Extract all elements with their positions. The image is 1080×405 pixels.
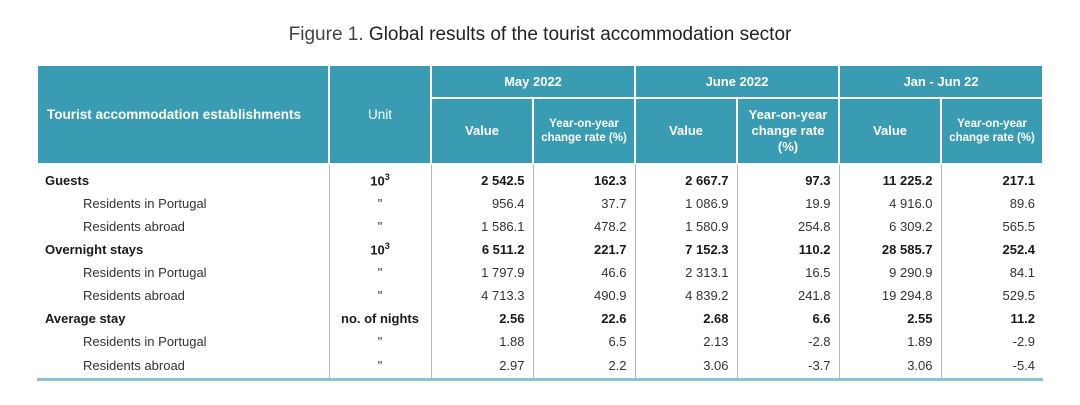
value-cell: 11 225.2	[839, 164, 941, 192]
rate-cell: 162.3	[533, 164, 635, 192]
rate-cell: 241.8	[737, 284, 839, 307]
value-cell: 1 586.1	[431, 215, 533, 238]
table-row	[37, 330, 1043, 353]
header-row-periods	[37, 65, 1043, 98]
rate-cell: 6.5	[533, 330, 635, 353]
rate-cell: 89.6	[941, 192, 1043, 215]
results-table	[36, 64, 1044, 381]
rate-cell: 37.7	[533, 192, 635, 215]
rate-header: Year-on-year change rate (%)	[737, 98, 839, 164]
figure-title-text: Global results of the tourist accommodation sector	[368, 24, 792, 45]
value-cell: 1 580.9	[635, 215, 737, 238]
period-header-may: May 2022	[431, 65, 635, 98]
rate-cell: 19.9	[737, 192, 839, 215]
row-unit	[329, 164, 431, 192]
unit-exponent: 3	[384, 241, 390, 252]
unit-exponent: 3	[384, 172, 390, 183]
table-row	[37, 284, 1043, 307]
unit-base: 10	[370, 173, 385, 189]
rate-cell: -3.7	[737, 353, 839, 380]
value-cell: 4 713.3	[431, 284, 533, 307]
rate-cell: 217.1	[941, 164, 1043, 192]
value-cell: 19 294.8	[839, 284, 941, 307]
rate-cell: 110.2	[737, 238, 839, 261]
rate-cell: 46.6	[533, 261, 635, 284]
value-cell: 6 309.2	[839, 215, 941, 238]
value-header: Value	[839, 98, 941, 164]
rate-cell: 11.2	[941, 307, 1043, 330]
row-unit: "	[329, 330, 431, 353]
row-label: Residents in Portugal	[83, 334, 207, 349]
value-cell: 2.68	[635, 307, 737, 330]
row-label: Residents abroad	[83, 219, 185, 234]
value-cell: 4 839.2	[635, 284, 737, 307]
rate-cell: 2.2	[533, 353, 635, 380]
unit-header: Unit	[329, 65, 431, 164]
value-cell: 9 290.9	[839, 261, 941, 284]
rate-cell: 84.1	[941, 261, 1043, 284]
row-label: Residents in Portugal	[83, 265, 207, 280]
row-unit: "	[329, 192, 431, 215]
value-cell: 6 511.2	[431, 238, 533, 261]
rate-cell: 478.2	[533, 215, 635, 238]
rate-header: Year-on-year change rate (%)	[941, 98, 1043, 164]
rate-cell: -2.9	[941, 330, 1043, 353]
unit-base: 10	[370, 242, 385, 258]
table-body	[37, 164, 1043, 380]
value-cell: 28 585.7	[839, 238, 941, 261]
corner-header: Tourist accommodation establishments	[37, 65, 329, 164]
row-unit: "	[329, 284, 431, 307]
rate-header: Year-on-year change rate (%)	[533, 98, 635, 164]
rate-cell: -2.8	[737, 330, 839, 353]
row-unit: "	[329, 261, 431, 284]
value-cell: 3.06	[839, 353, 941, 380]
value-cell: 2.97	[431, 353, 533, 380]
rate-cell: 16.5	[737, 261, 839, 284]
row-label: Guests	[45, 173, 90, 188]
value-cell: 1.89	[839, 330, 941, 353]
table-row	[37, 307, 1043, 330]
row-label: Overnight stays	[45, 242, 144, 257]
value-cell: 2.56	[431, 307, 533, 330]
table-row	[37, 238, 1043, 261]
figure-label: Figure 1.	[288, 24, 364, 45]
value-cell: 4 916.0	[839, 192, 941, 215]
period-header-jan-jun: Jan - Jun 22	[839, 65, 1043, 98]
value-cell: 2 667.7	[635, 164, 737, 192]
figure-title	[0, 24, 1080, 46]
table-row	[37, 261, 1043, 284]
rate-cell: 254.8	[737, 215, 839, 238]
value-cell: 1.88	[431, 330, 533, 353]
value-cell: 956.4	[431, 192, 533, 215]
value-cell: 2.13	[635, 330, 737, 353]
table-row	[37, 353, 1043, 380]
row-label: Average stay	[45, 311, 126, 326]
rate-cell: 252.4	[941, 238, 1043, 261]
value-cell: 2 542.5	[431, 164, 533, 192]
rate-cell: -5.4	[941, 353, 1043, 380]
table-row	[37, 215, 1043, 238]
row-unit: "	[329, 353, 431, 380]
rate-cell: 22.6	[533, 307, 635, 330]
value-header: Value	[431, 98, 533, 164]
value-cell: 1 086.9	[635, 192, 737, 215]
table-row	[37, 164, 1043, 192]
row-label: Residents in Portugal	[83, 196, 207, 211]
row-label: Residents abroad	[83, 288, 185, 303]
rate-cell: 529.5	[941, 284, 1043, 307]
row-label: Residents abroad	[37, 353, 329, 380]
value-cell: 2 313.1	[635, 261, 737, 284]
table-row	[37, 192, 1043, 215]
row-unit: no. of nights	[329, 307, 431, 330]
rate-cell: 97.3	[737, 164, 839, 192]
value-cell: 2.55	[839, 307, 941, 330]
value-header: Value	[635, 98, 737, 164]
rate-cell: 490.9	[533, 284, 635, 307]
value-cell: 7 152.3	[635, 238, 737, 261]
rate-cell: 565.5	[941, 215, 1043, 238]
rate-cell: 221.7	[533, 238, 635, 261]
period-header-june: June 2022	[635, 65, 839, 98]
row-unit: "	[329, 215, 431, 238]
row-unit	[329, 238, 431, 261]
rate-cell: 6.6	[737, 307, 839, 330]
value-cell: 3.06	[635, 353, 737, 380]
value-cell: 1 797.9	[431, 261, 533, 284]
